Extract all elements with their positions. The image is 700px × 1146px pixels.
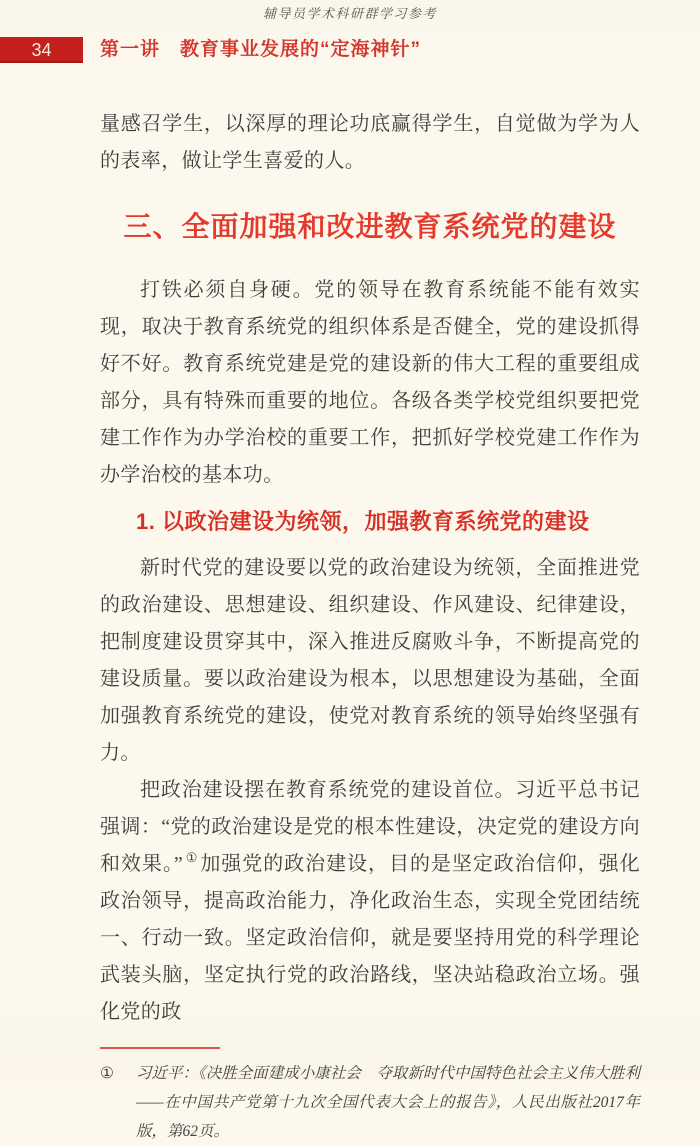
paragraph-text-before-ref: 把政治建设摆在教育系统党的建设首位。习近平总书记强调：“党的政治建设是党的根本性建设，决定党的建设方向和效果。” bbox=[100, 779, 640, 875]
paragraph-party-building: 打铁必须自身硬。党的领导在教育系统能不能有效实现，取决于教育系统党的组织体系是否健全，党的建设抓得好不好。教育系统党建是党的建设新的伟大工程的重要组成部分，具有特殊而重要的地位。各级各类学校党组织要把党建工作作为办学治校的重要工作，把抓好学校党建工作作为办学治校的基本功。 bbox=[100, 279, 640, 486]
paragraph-political-first bbox=[100, 772, 640, 1031]
paragraph-new-era: 新时代党的建设要以党的政治建设为统领，全面推进党的政治建设、思想建设、组织建设、作风建设、纪律建设，把制度建设贯穿其中，深入推进反腐败斗争，不断提高党的建设质量。要以政治建设为根本，以思想建设为基础，全面加强教育系统党的建设，使党对教育系统的领导始终坚强有力。 bbox=[100, 557, 640, 764]
paragraph-text-after-ref: 加强党的政治建设，目的是坚定政治信仰，强化政治领导，提高政治能力，净化政治生态，实现全党团结统一、行动一致。坚定政治信仰，就是要坚持用党的科学理论武装头脑，坚定执行党的政治路线，坚决站稳政治立场。强化党的政 bbox=[100, 853, 640, 1023]
footnote-reference-superscript: ① bbox=[185, 850, 199, 866]
footnote-text: 习近平：《决胜全面建成小康社会 夺取新时代中国特色社会主义伟大胜利——在中国共产党第十九次全国代表大会上的报告》，人民出版社2017年版，第62页。 bbox=[136, 1065, 640, 1140]
subsection-heading: 1. 以政治建设为统领，加强教育系统党的建设 bbox=[136, 509, 590, 534]
page-number-badge: 34 bbox=[0, 37, 83, 63]
footnote-divider-line bbox=[100, 1047, 220, 1049]
watermark-text: 辅导员学术科研群学习参考 bbox=[262, 6, 437, 21]
page-header bbox=[0, 37, 700, 63]
page-content bbox=[100, 106, 640, 1146]
chapter-header-title: 第一讲 教育事业发展的“定海神针” bbox=[100, 39, 422, 60]
footnote-marker: ① bbox=[100, 1065, 114, 1082]
section-heading: 三、全面加强和改进教育系统党的建设 bbox=[123, 211, 617, 242]
intro-continuation-paragraph: 量感召学生，以深厚的理论功底赢得学生，自觉做为学为人的表率，做让学生喜爱的人。 bbox=[100, 113, 640, 172]
footnote bbox=[100, 1059, 640, 1146]
